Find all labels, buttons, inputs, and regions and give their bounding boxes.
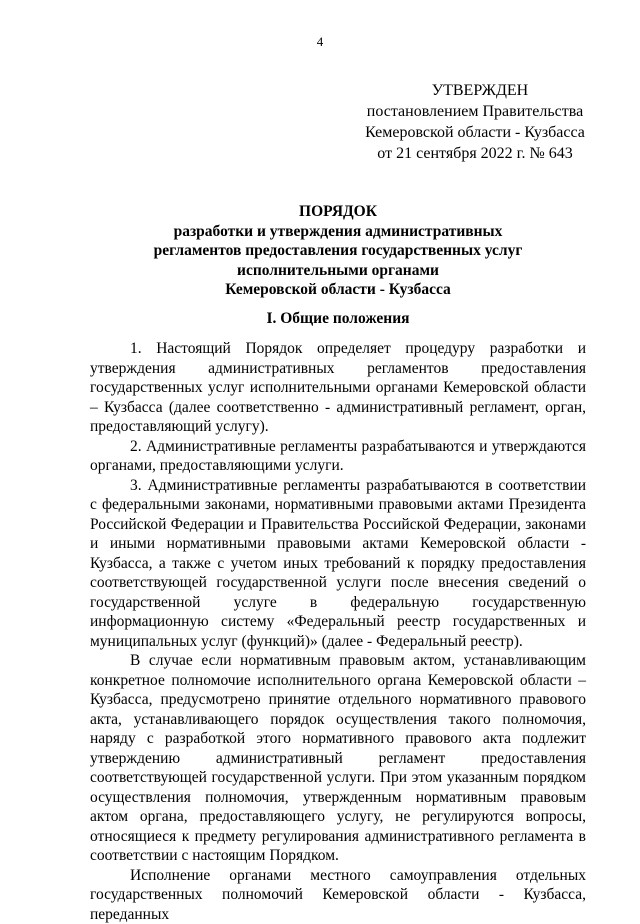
approval-line: от 21 сентября 2022 г. № 643 (360, 143, 590, 164)
paragraph: В случае если нормативным правовым актом, устанавливающим конкретное полномочие исполнительного органа Кемеровской области – Кузбасса, предусмотрено принятие отдельного нормативного правового акта, устанавливающего порядок осуществления такого полномочия, наряду с разработкой этого нормативного правового акта подлежит утверждению административный регламент предоставления соответствующей государственной услуги. При этом указанным порядком осуществления полномочия, утвержденным нормативным правовым актом органа, предоставляющего услугу, не регулируются вопросы, относящиеся к предмету регулирования административного регламента в соответствии с настоящим Порядком. (90, 651, 586, 866)
section-heading: I. Общие положения (90, 309, 586, 328)
title-line: исполнительными органами (90, 261, 586, 281)
approval-line: Кемеровской области - Кузбасса (360, 122, 590, 143)
approval-block (360, 80, 590, 164)
approval-line: постановлением Правительства (360, 101, 590, 122)
document-title (90, 202, 586, 300)
title-line: Кемеровской области - Кузбасса (90, 280, 586, 300)
paragraph: 3. Административные регламенты разрабатываются в соответствии с федеральными законами, нормативными правовыми актами Президента Российской Федерации и Правительства Российской Федерации, законами и иными нормативными правовыми актами Кемеровской области - Кузбасса, а также с учетом иных требований к порядку предоставления соответствующей государственной услуги после внесения сведений о государственной услуге в федеральную государственную информационную систему «Федеральный реестр государственных и муниципальных услуг (функций)» (далее - Федеральный реестр). (90, 476, 586, 652)
title-line: регламентов предоставления государственных услуг (90, 241, 586, 261)
page-number: 4 (0, 34, 640, 50)
approval-stamp: УТВЕРЖДЕН (360, 80, 590, 101)
title-heading: ПОРЯДОК (90, 202, 586, 222)
title-line: разработки и утверждения административных (90, 222, 586, 242)
paragraph: 2. Административные регламенты разрабатываются и утверждаются органами, предоставляющими услуги. (90, 437, 586, 476)
paragraph: 1. Настоящий Порядок определяет процедуру разработки и утверждения административных регламентов предоставления государственных услуг исполнительными органами Кемеровской области – Кузбасса (далее соответственно - административный регламент, орган, предоставляющий услугу). (90, 339, 586, 437)
document-body (90, 339, 586, 924)
paragraph: Исполнение органами местного самоуправления отдельных государственных полномочий Кемеровской области - Кузбасса, переданных (90, 866, 586, 924)
